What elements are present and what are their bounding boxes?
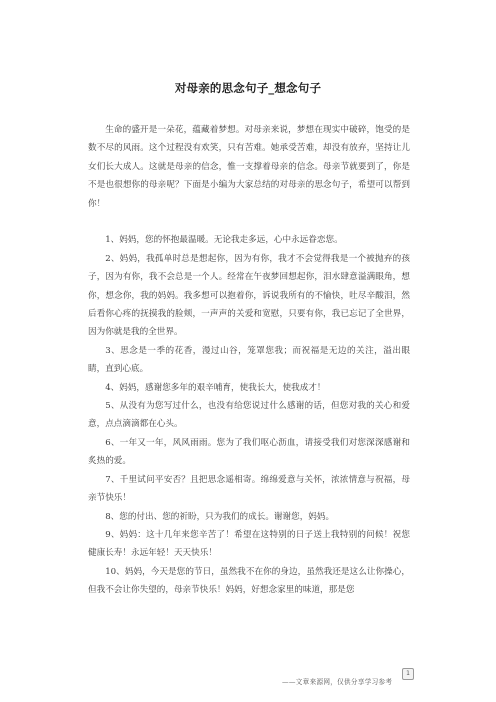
list-item: 8、您的付出、您的祈盼，只为我们的成长。谢谢您，妈妈。 xyxy=(105,511,335,522)
list-item: 4、妈妈，感谢您多年的艰辛哺育，使我长大，使我成才！ xyxy=(105,382,326,393)
list-item: 2、妈妈，我孤单时总是想起你，因为有你，我才不会觉得我是一个被抛弃的孩子，因为有你，我不会总是一个人。经常在午夜梦回想起你，泪水肆意溢满眼角，想你，想念你，我的妈妈。我多想可以抱着你，诉说我所有的不愉快，吐尽辛酸泪，然后看你心疼的抚摸我的脸颊，一声声的关爱和宽慰，只要有你，我已忘记了全世界，因为你就是我的全世界。 xyxy=(88,253,410,338)
document-body xyxy=(88,121,410,600)
list-item: 9、妈妈：这十几年来您辛苦了！希望在这特别的日子送上我特别的问候！祝您健康长寿！永远年轻！天天快乐！ xyxy=(88,529,410,559)
list-item: 10、妈妈，今天是您的节日，虽然我不在你的身边，虽然我还是这么让你操心，但我不会让你失望的，母亲节快乐！妈妈，好想念家里的味道，那是您 xyxy=(88,566,410,596)
list-item: 5、从没有为您写过什么，也没有给您说过什么感谢的话，但您对我的关心和爱意，点点滴滴都在心头。 xyxy=(88,401,410,430)
source-footer: ——文章来源网，仅供分享学习参考 xyxy=(282,678,393,686)
page-number-badge: 1 xyxy=(402,668,414,680)
document-title: 对母亲的思念句子_想念句子 xyxy=(174,81,322,95)
list-item: 6、一年又一年，风风雨雨。您为了我们呕心沥血，请接受我们对您深深感谢和炙热的爱。 xyxy=(88,437,410,467)
list-item: 7、千里试问平安否？且把思念遥相寄。绵绵爱意与关怀，浓浓情意与祝福，母亲节快乐！ xyxy=(88,474,410,504)
intro-paragraph: 生命的盛开是一朵花，蕴藏着梦想。对母亲来说，梦想在现实中破碎，饱受的是数不尽的风雨。这个过程没有欢笑，只有苦难。她承受苦难，却没有放弃，坚持让儿女们长大成人。这就是母亲的信念，惟一支撑着母亲的信念。母亲节就要到了，你是不是也很想你的母亲呢？下面是小编为大家总结的对母亲的思念句子，希望可以帮到你！ xyxy=(88,125,410,209)
list-item: 3、思念是一季的花香，漫过山谷，笼罩您我；而祝福是无边的关注，溢出眼睛，直到心底。 xyxy=(88,345,410,375)
list-item: 1、妈妈，您的怀抱最温暖。无论我走多远，心中永远眷恋您。 xyxy=(105,235,343,246)
